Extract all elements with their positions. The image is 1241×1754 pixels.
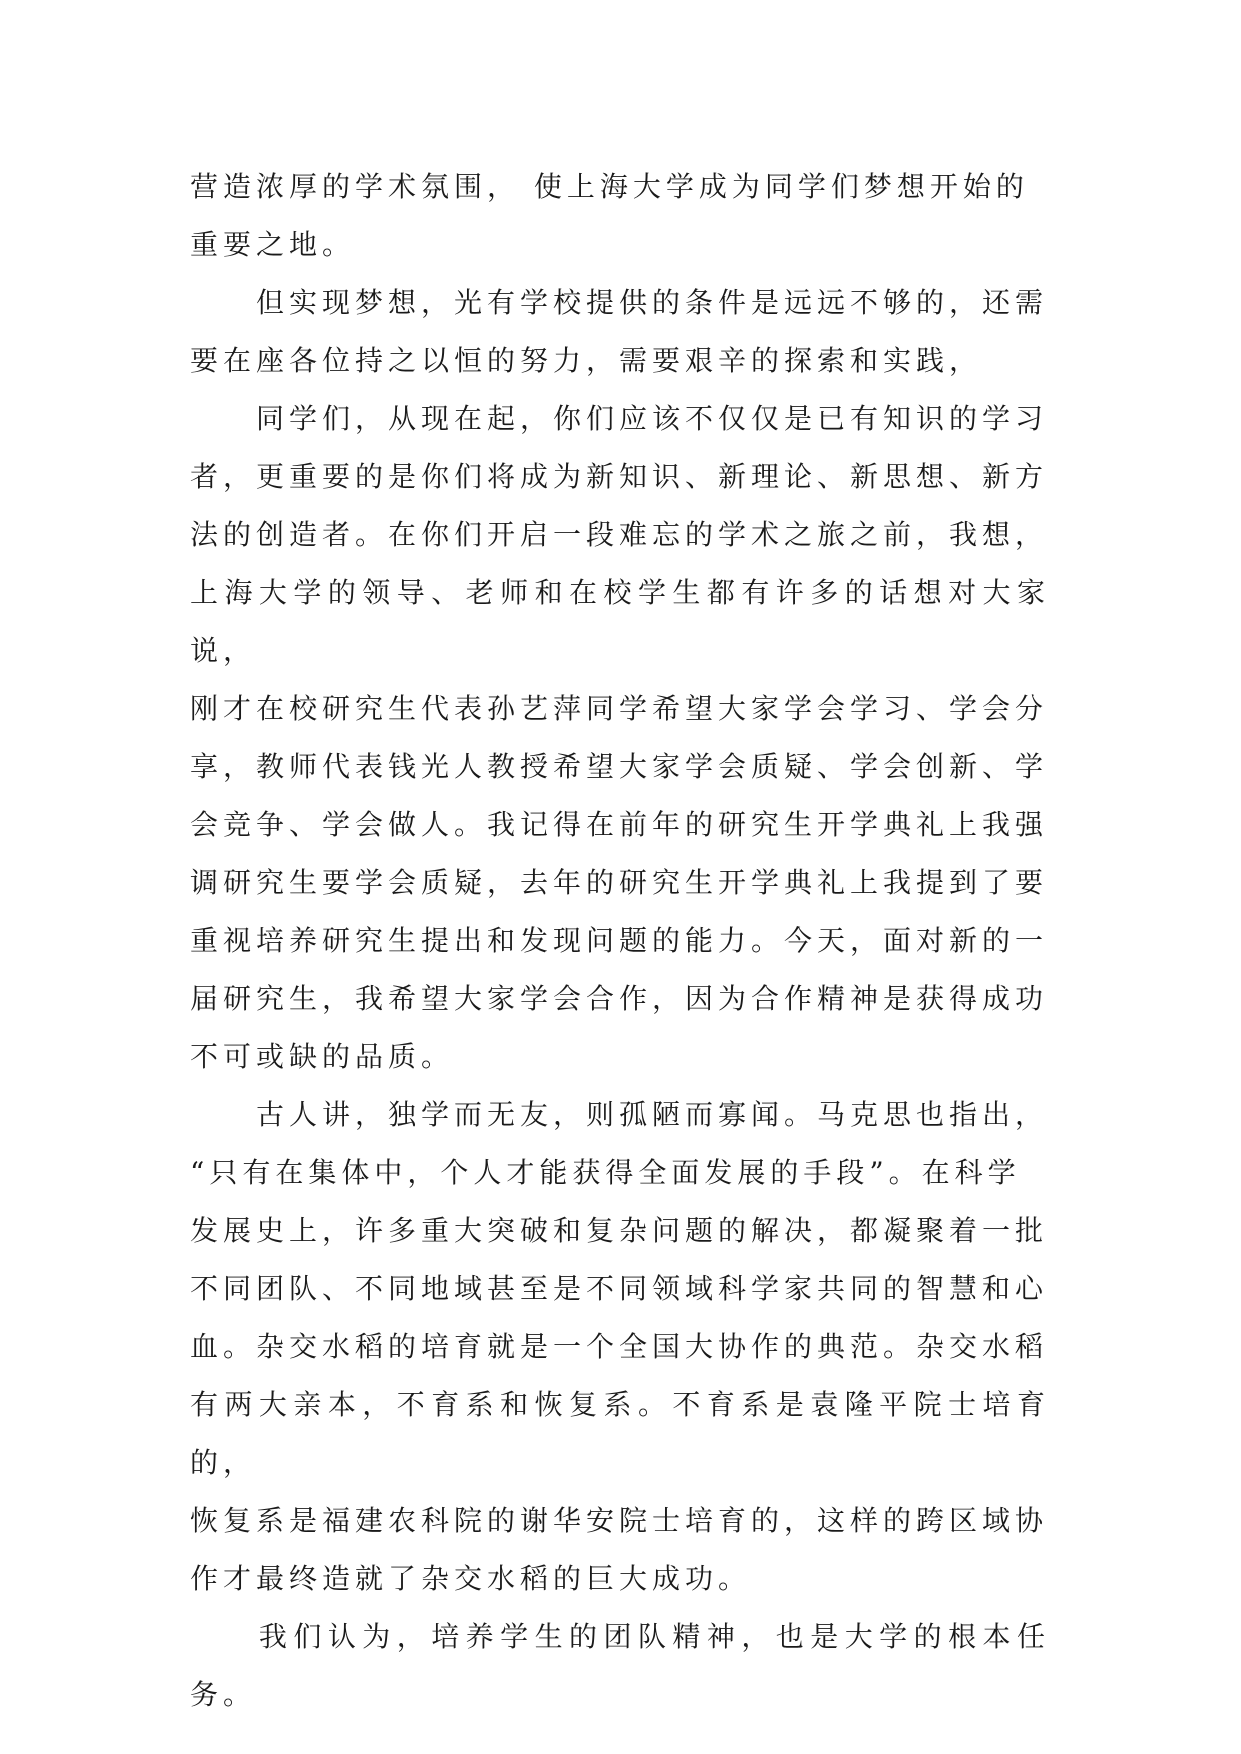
paragraph-2: 但实现梦想，光有学校提供的条件是远远不够的，还需 要在座各位持之以恒的努力，需要艰辛的探索和实践， (190, 286, 1049, 377)
paragraph-1: 营造浓厚的学术氛围， 使上海大学成为同学们梦想开始的 重要之地。 (190, 170, 1029, 261)
paragraph-5: 我们认为，培养学生的团队精神，也是大学的根本任务。 (190, 1620, 1050, 1711)
paragraph-4: 古人讲，独学而无友，则孤陋而寡闻。马克思也指出， “只有在集体中，个人才能获得全面发展的手段”。在科学 发展史上，许多重大突破和复杂问题的解决，都凝聚着一批 不同团队、不同地域甚至是不同领域科学家共同的智慧和心 血。杂交水稻的培育就是一个全国大协作的典范。杂交水稻 有两大亲本，不育系和恢复系。不育系是袁隆平院士培育的， 恢复系是福建农科院的谢华安院士培育的，这样的跨区域协 作才最终造就了杂交水稻的巨大成功。 (190, 1098, 1050, 1595)
document-body (190, 158, 1050, 1724)
paragraph-3: 同学们，从现在起，你们应该不仅仅是已有知识的学习 者，更重要的是你们将成为新知识、新理论、新思想、新方 法的创造者。在你们开启一段难忘的学术之旅之前，我想， 上海大学的领导、老师和在校学生都有许多的话想对大家说， 刚才在校研究生代表孙艺萍同学希望大家学会学习、学会分 享，教师代表钱光人教授希望大家学会质疑、学会创新、学 会竞争、学会做人。我记得在前年的研究生开学典礼上我强 调研究生要学会质疑，去年的研究生开学典礼上我提到了要 重视培养研究生提出和发现问题的能力。今天，面对新的一 届研究生，我希望大家学会合作，因为合作精神是获得成功 不可或缺的品质。 (190, 402, 1050, 1073)
